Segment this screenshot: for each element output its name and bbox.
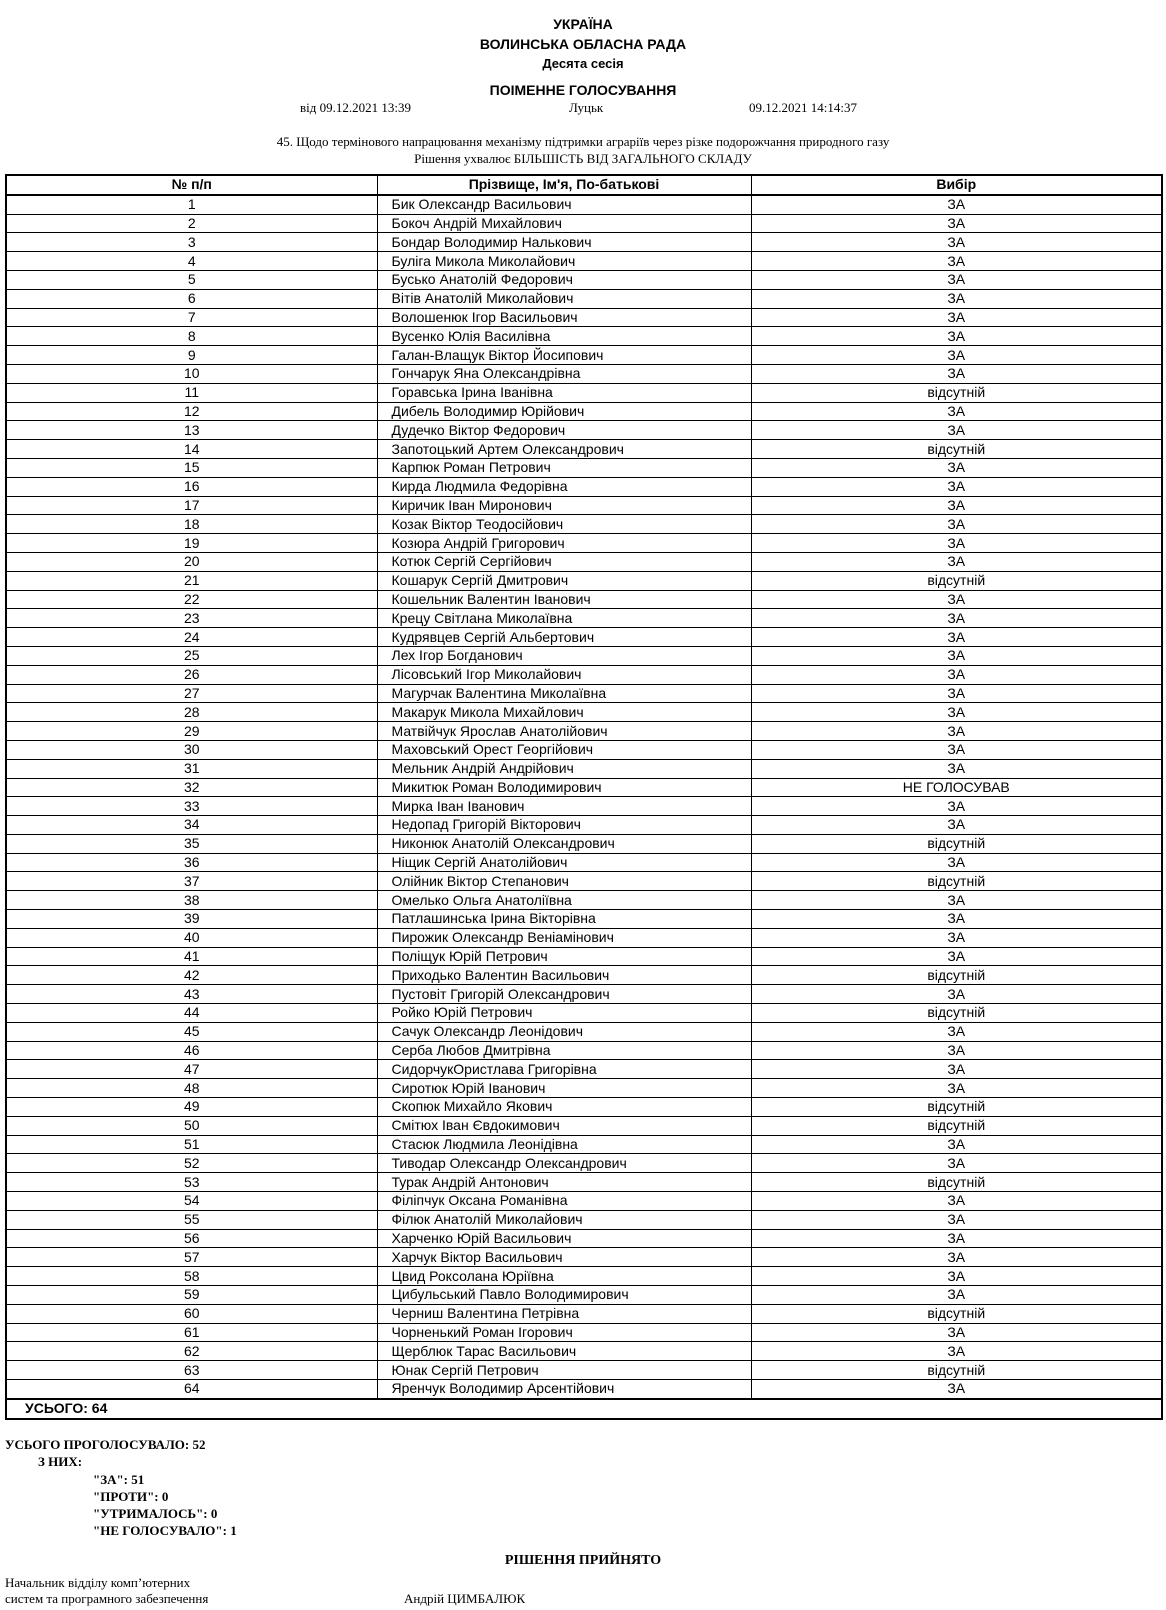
- vote-choice: ЗА: [751, 928, 1162, 947]
- deputy-name: Серба Любов Дмитрівна: [377, 1041, 751, 1060]
- deputy-name: Філіпчук Оксана Романівна: [377, 1192, 751, 1211]
- deputy-name: Філюк Анатолій Миколайович: [377, 1210, 751, 1229]
- council-heading: ВОЛИНСЬКА ОБЛАСНА РАДА: [479, 36, 687, 52]
- row-number: 8: [6, 327, 377, 346]
- table-row: [6, 759, 1162, 778]
- table-row: [6, 1192, 1162, 1211]
- table-row: [6, 458, 1162, 477]
- table-row: [6, 646, 1162, 665]
- table-row: [6, 1022, 1162, 1041]
- total-row: [6, 1399, 1162, 1419]
- vote-choice: ЗА: [751, 534, 1162, 553]
- table-row: [6, 928, 1162, 947]
- vote-choice: відсутній: [751, 1173, 1162, 1192]
- row-number: 52: [6, 1154, 377, 1173]
- end-datetime: 09.12.2021 14:14:37: [749, 100, 857, 115]
- summary-voted: УСЬОГО ПРОГОЛОСУВАЛО: 52: [5, 1437, 206, 1452]
- deputy-name: Скопюк Михайло Якович: [377, 1098, 751, 1117]
- deputy-name: Магурчак Валентина Миколаївна: [377, 684, 751, 703]
- vote-choice: ЗА: [751, 1323, 1162, 1342]
- row-number: 16: [6, 477, 377, 496]
- row-number: 42: [6, 966, 377, 985]
- vote-choice: ЗА: [751, 233, 1162, 252]
- vote-choice: відсутній: [751, 1098, 1162, 1117]
- vote-choice: НЕ ГОЛОСУВАВ: [751, 778, 1162, 797]
- vote-choice: ЗА: [751, 1229, 1162, 1248]
- deputy-name: Карпюк Роман Петрович: [377, 458, 751, 477]
- row-number: 7: [6, 308, 377, 327]
- deputy-name: Козюра Андрій Григорович: [377, 534, 751, 553]
- deputy-name: Яренчук Володимир Арсентійович: [377, 1380, 751, 1399]
- row-number: 46: [6, 1041, 377, 1060]
- vote-choice: ЗА: [751, 665, 1162, 684]
- vote-choice: ЗА: [751, 1135, 1162, 1154]
- vote-choice: відсутній: [751, 571, 1162, 590]
- deputy-name: Бусько Анатолій Федорович: [377, 270, 751, 289]
- deputy-name: Козак Віктор Теодосійович: [377, 515, 751, 534]
- vote-choice: ЗА: [751, 1060, 1162, 1079]
- row-number: 18: [6, 515, 377, 534]
- table-row: [6, 778, 1162, 797]
- row-number: 50: [6, 1116, 377, 1135]
- vote-choice: ЗА: [751, 646, 1162, 665]
- vote-choice: ЗА: [751, 1342, 1162, 1361]
- deputy-name: Харченко Юрій Васильович: [377, 1229, 751, 1248]
- table-row: [6, 1210, 1162, 1229]
- row-number: 51: [6, 1135, 377, 1154]
- table-row: [6, 834, 1162, 853]
- table-row: [6, 1361, 1162, 1380]
- vote-choice: ЗА: [751, 947, 1162, 966]
- vote-choice: ЗА: [751, 552, 1162, 571]
- row-number: 15: [6, 458, 377, 477]
- table-row: [6, 797, 1162, 816]
- table-row: [6, 289, 1162, 308]
- table-row: [6, 440, 1162, 459]
- table-row: [6, 477, 1162, 496]
- table-header-row: [6, 175, 1162, 195]
- row-number: 60: [6, 1304, 377, 1323]
- table-row: [6, 590, 1162, 609]
- deputy-name: Ніщик Сергій Анатолійович: [377, 853, 751, 872]
- row-number: 35: [6, 834, 377, 853]
- row-number: 4: [6, 252, 377, 271]
- row-number: 40: [6, 928, 377, 947]
- row-number: 61: [6, 1323, 377, 1342]
- table-row: [6, 1304, 1162, 1323]
- row-number: 10: [6, 364, 377, 383]
- row-number: 54: [6, 1192, 377, 1211]
- table-row: [6, 1380, 1162, 1399]
- vote-table-body: [6, 195, 1162, 1399]
- vote-choice: ЗА: [751, 327, 1162, 346]
- vote-table: [5, 174, 1163, 1420]
- vote-choice: відсутній: [751, 1304, 1162, 1323]
- question-text: 45. Щодо термінового напрацювання механізму підтримки аграріїв через різке подорожчання природного газу: [276, 134, 890, 149]
- deputy-name: Омелько Ольга Анатоліївна: [377, 891, 751, 910]
- table-row: [6, 214, 1162, 233]
- signatory-name: Андрій ЦИМБАЛЮК: [404, 1591, 526, 1606]
- row-number: 1: [6, 195, 377, 214]
- row-number: 63: [6, 1361, 377, 1380]
- row-number: 17: [6, 496, 377, 515]
- table-row: [6, 515, 1162, 534]
- row-number: 20: [6, 552, 377, 571]
- column-header-number: № п/п: [6, 175, 377, 195]
- row-number: 28: [6, 703, 377, 722]
- row-number: 31: [6, 759, 377, 778]
- deputy-name: Бокоч Андрій Михайлович: [377, 214, 751, 233]
- table-row: [6, 346, 1162, 365]
- table-row: [6, 628, 1162, 647]
- row-number: 62: [6, 1342, 377, 1361]
- table-row: [6, 421, 1162, 440]
- row-number: 25: [6, 646, 377, 665]
- deputy-name: Недопад Григорій Вікторович: [377, 816, 751, 835]
- table-row: [6, 327, 1162, 346]
- deputy-name: Бик Олександр Васильович: [377, 195, 751, 214]
- row-number: 36: [6, 853, 377, 872]
- vote-choice: відсутній: [751, 383, 1162, 402]
- row-number: 64: [6, 1380, 377, 1399]
- total-label: УСЬОГО: 64: [6, 1399, 1162, 1419]
- deputy-name: Гончарук Яна Олександрівна: [377, 364, 751, 383]
- table-row: [6, 853, 1162, 872]
- vote-choice: ЗА: [751, 1210, 1162, 1229]
- row-number: 22: [6, 590, 377, 609]
- vote-choice: ЗА: [751, 1192, 1162, 1211]
- row-number: 32: [6, 778, 377, 797]
- deputy-name: Горавська Ірина Іванівна: [377, 383, 751, 402]
- vote-choice: ЗА: [751, 740, 1162, 759]
- deputy-name: Дибель Володимир Юрійович: [377, 402, 751, 421]
- row-number: 5: [6, 270, 377, 289]
- table-row: [6, 195, 1162, 214]
- vote-choice: ЗА: [751, 910, 1162, 929]
- row-number: 24: [6, 628, 377, 647]
- signatory-position-line-2: систем та програмного забезпечення: [5, 1591, 209, 1606]
- table-row: [6, 1154, 1162, 1173]
- deputy-name: Ройко Юрій Петрович: [377, 1004, 751, 1023]
- row-number: 30: [6, 740, 377, 759]
- table-row: [6, 1342, 1162, 1361]
- row-number: 53: [6, 1173, 377, 1192]
- deputy-name: Киричик Іван Миронович: [377, 496, 751, 515]
- deputy-name: Стасюк Людмила Леонідівна: [377, 1135, 751, 1154]
- deputy-name: Дудечко Віктор Федорович: [377, 421, 751, 440]
- deputy-name: Олійник Віктор Степанович: [377, 872, 751, 891]
- table-row: [6, 1041, 1162, 1060]
- vote-choice: ЗА: [751, 496, 1162, 515]
- table-row: [6, 703, 1162, 722]
- table-row: [6, 252, 1162, 271]
- vote-choice: ЗА: [751, 684, 1162, 703]
- row-number: 48: [6, 1079, 377, 1098]
- vote-choice: ЗА: [751, 797, 1162, 816]
- table-row: [6, 1060, 1162, 1079]
- deputy-name: Сачук Олександр Леонідович: [377, 1022, 751, 1041]
- deputy-name: Мирка Іван Іванович: [377, 797, 751, 816]
- row-number: 59: [6, 1286, 377, 1305]
- row-number: 9: [6, 346, 377, 365]
- vote-choice: ЗА: [751, 891, 1162, 910]
- row-number: 13: [6, 421, 377, 440]
- table-row: [6, 308, 1162, 327]
- deputy-name: Тиводар Олександр Олександрович: [377, 1154, 751, 1173]
- deputy-name: СидорчукОристлава Григорівна: [377, 1060, 751, 1079]
- table-row: [6, 609, 1162, 628]
- deputy-name: Поліщук Юрій Петрович: [377, 947, 751, 966]
- result-text: РІШЕННЯ ПРИЙНЯТО: [504, 1553, 662, 1568]
- column-header-name: Прізвище, Ім'я, По-батькові: [377, 175, 751, 195]
- table-row: [6, 1173, 1162, 1192]
- table-row: [6, 402, 1162, 421]
- deputy-name: Лех Ігор Богданович: [377, 646, 751, 665]
- deputy-name: Пустовіт Григорій Олександрович: [377, 985, 751, 1004]
- vote-choice: ЗА: [751, 1380, 1162, 1399]
- deputy-name: Цибульський Павло Володимирович: [377, 1286, 751, 1305]
- vote-choice: ЗА: [751, 1267, 1162, 1286]
- row-number: 49: [6, 1098, 377, 1117]
- vote-choice: ЗА: [751, 1286, 1162, 1305]
- deputy-name: Щерблюк Тарас Васильович: [377, 1342, 751, 1361]
- vote-choice: відсутній: [751, 1004, 1162, 1023]
- row-number: 57: [6, 1248, 377, 1267]
- table-row: [6, 1323, 1162, 1342]
- deputy-name: Буліга Микола Миколайович: [377, 252, 751, 271]
- row-number: 19: [6, 534, 377, 553]
- session-heading: Десята сесія: [542, 56, 624, 71]
- table-row: [6, 740, 1162, 759]
- row-number: 58: [6, 1267, 377, 1286]
- row-number: 43: [6, 985, 377, 1004]
- table-row: [6, 571, 1162, 590]
- vote-choice: ЗА: [751, 853, 1162, 872]
- deputy-name: Приходько Валентин Васильович: [377, 966, 751, 985]
- row-number: 27: [6, 684, 377, 703]
- vote-choice: ЗА: [751, 628, 1162, 647]
- table-row: [6, 1135, 1162, 1154]
- decision-rule: Рішення ухвалює БІЛЬШІСТЬ ВІД ЗАГАЛЬНОГО СКЛАДУ: [414, 151, 752, 166]
- vote-choice: відсутній: [751, 872, 1162, 891]
- table-row: [6, 684, 1162, 703]
- deputy-name: Патлашинська Ірина Вікторівна: [377, 910, 751, 929]
- deputy-name: Пирожик Олександр Веніамінович: [377, 928, 751, 947]
- table-row: [6, 1116, 1162, 1135]
- vote-choice: ЗА: [751, 1041, 1162, 1060]
- deputy-name: Макарук Микола Михайлович: [377, 703, 751, 722]
- table-row: [6, 233, 1162, 252]
- table-row: [6, 1079, 1162, 1098]
- deputy-name: Галан-Влащук Віктор Йосипович: [377, 346, 751, 365]
- table-row: [6, 383, 1162, 402]
- vote-choice: ЗА: [751, 1154, 1162, 1173]
- deputy-name: Кошарук Сергій Дмитрович: [377, 571, 751, 590]
- table-row: [6, 1098, 1162, 1117]
- deputy-name: Крецу Світлана Миколаївна: [377, 609, 751, 628]
- deputy-name: Запотоцький Артем Олександрович: [377, 440, 751, 459]
- vote-choice: ЗА: [751, 252, 1162, 271]
- deputy-name: Мельник Андрій Андрійович: [377, 759, 751, 778]
- row-number: 33: [6, 797, 377, 816]
- row-number: 39: [6, 910, 377, 929]
- deputy-name: Смітюх Іван Євдокимович: [377, 1116, 751, 1135]
- vote-choice: відсутній: [751, 440, 1162, 459]
- vote-choice: ЗА: [751, 421, 1162, 440]
- row-number: 38: [6, 891, 377, 910]
- table-row: [6, 1248, 1162, 1267]
- vote-choice: ЗА: [751, 289, 1162, 308]
- table-row: [6, 910, 1162, 929]
- table-row: [6, 1286, 1162, 1305]
- row-number: 2: [6, 214, 377, 233]
- deputy-name: Кирда Людмила Федорівна: [377, 477, 751, 496]
- vote-choice: ЗА: [751, 477, 1162, 496]
- vote-choice: відсутній: [751, 966, 1162, 985]
- row-number: 56: [6, 1229, 377, 1248]
- table-row: [6, 722, 1162, 741]
- row-number: 12: [6, 402, 377, 421]
- signatory-position-line-1: Начальник відділу комп’ютерних: [5, 1575, 191, 1590]
- vote-choice: ЗА: [751, 458, 1162, 477]
- vote-choice: ЗА: [751, 985, 1162, 1004]
- deputy-name: Волошенюк Ігор Васильович: [377, 308, 751, 327]
- summary-utrymalos: "УТРИМАЛОСЬ": 0: [93, 1506, 218, 1521]
- city: Луцьк: [569, 100, 604, 115]
- deputy-name: Черниш Валентина Петрівна: [377, 1304, 751, 1323]
- row-number: 11: [6, 383, 377, 402]
- vote-choice: ЗА: [751, 308, 1162, 327]
- vote-choice: ЗА: [751, 759, 1162, 778]
- table-row: [6, 496, 1162, 515]
- vote-choice: ЗА: [751, 346, 1162, 365]
- deputy-name: Вітів Анатолій Миколайович: [377, 289, 751, 308]
- table-row: [6, 947, 1162, 966]
- deputy-name: Харчук Віктор Васильович: [377, 1248, 751, 1267]
- deputy-name: Кудрявцев Сергій Альбертович: [377, 628, 751, 647]
- vote-choice: ЗА: [751, 214, 1162, 233]
- row-number: 14: [6, 440, 377, 459]
- country-heading: УКРАЇНА: [553, 16, 613, 32]
- table-row: [6, 552, 1162, 571]
- start-datetime: від 09.12.2021 13:39: [300, 100, 411, 115]
- deputy-name: Турак Андрій Антонович: [377, 1173, 751, 1192]
- deputy-name: Микитюк Роман Володимирович: [377, 778, 751, 797]
- table-row: [6, 872, 1162, 891]
- table-row: [6, 534, 1162, 553]
- deputy-name: Вусенко Юлія Василівна: [377, 327, 751, 346]
- row-number: 47: [6, 1060, 377, 1079]
- vote-choice: ЗА: [751, 609, 1162, 628]
- vote-choice: ЗА: [751, 515, 1162, 534]
- vote-choice: ЗА: [751, 816, 1162, 835]
- table-row: [6, 891, 1162, 910]
- vote-choice: ЗА: [751, 270, 1162, 289]
- row-number: 3: [6, 233, 377, 252]
- table-row: [6, 816, 1162, 835]
- vote-choice: ЗА: [751, 1022, 1162, 1041]
- vote-choice: ЗА: [751, 590, 1162, 609]
- table-row: [6, 665, 1162, 684]
- vote-choice: ЗА: [751, 1079, 1162, 1098]
- vote-choice: ЗА: [751, 364, 1162, 383]
- deputy-name: Сиротюк Юрій Іванович: [377, 1079, 751, 1098]
- deputy-name: Котюк Сергій Сергійович: [377, 552, 751, 571]
- row-number: 6: [6, 289, 377, 308]
- document-title: ПОІМЕННЕ ГОЛОСУВАННЯ: [489, 82, 677, 98]
- row-number: 21: [6, 571, 377, 590]
- deputy-name: Маховський Орест Георгійович: [377, 740, 751, 759]
- summary-of-them: З НИХ:: [38, 1454, 83, 1469]
- row-number: 26: [6, 665, 377, 684]
- row-number: 55: [6, 1210, 377, 1229]
- deputy-name: Матвійчук Ярослав Анатолійович: [377, 722, 751, 741]
- table-row: [6, 985, 1162, 1004]
- deputy-name: Цвид Роксолана Юріївна: [377, 1267, 751, 1286]
- table-row: [6, 1267, 1162, 1286]
- vote-choice: ЗА: [751, 195, 1162, 214]
- summary-za: "ЗА": 51: [93, 1472, 145, 1487]
- column-header-choice: Вибір: [751, 175, 1162, 195]
- row-number: 23: [6, 609, 377, 628]
- row-number: 37: [6, 872, 377, 891]
- table-row: [6, 1229, 1162, 1248]
- deputy-name: Кошельник Валентин Іванович: [377, 590, 751, 609]
- deputy-name: Бондар Володимир Налькович: [377, 233, 751, 252]
- table-row: [6, 1004, 1162, 1023]
- table-row: [6, 966, 1162, 985]
- table-row: [6, 364, 1162, 383]
- summary-proty: "ПРОТИ": 0: [93, 1489, 169, 1504]
- vote-choice: відсутній: [751, 1116, 1162, 1135]
- vote-choice: ЗА: [751, 1248, 1162, 1267]
- table-row: [6, 270, 1162, 289]
- row-number: 34: [6, 816, 377, 835]
- vote-choice: ЗА: [751, 722, 1162, 741]
- row-number: 29: [6, 722, 377, 741]
- deputy-name: Юнак Сергій Петрович: [377, 1361, 751, 1380]
- deputy-name: Никонюк Анатолій Олександрович: [377, 834, 751, 853]
- row-number: 44: [6, 1004, 377, 1023]
- row-number: 45: [6, 1022, 377, 1041]
- vote-choice: ЗА: [751, 402, 1162, 421]
- deputy-name: Лісовський Ігор Миколайович: [377, 665, 751, 684]
- vote-choice: ЗА: [751, 703, 1162, 722]
- summary-ne-golosuvalo: "НЕ ГОЛОСУВАЛО": 1: [93, 1523, 237, 1538]
- deputy-name: Чорненький Роман Ігорович: [377, 1323, 751, 1342]
- row-number: 41: [6, 947, 377, 966]
- vote-choice: відсутній: [751, 1361, 1162, 1380]
- vote-choice: відсутній: [751, 834, 1162, 853]
